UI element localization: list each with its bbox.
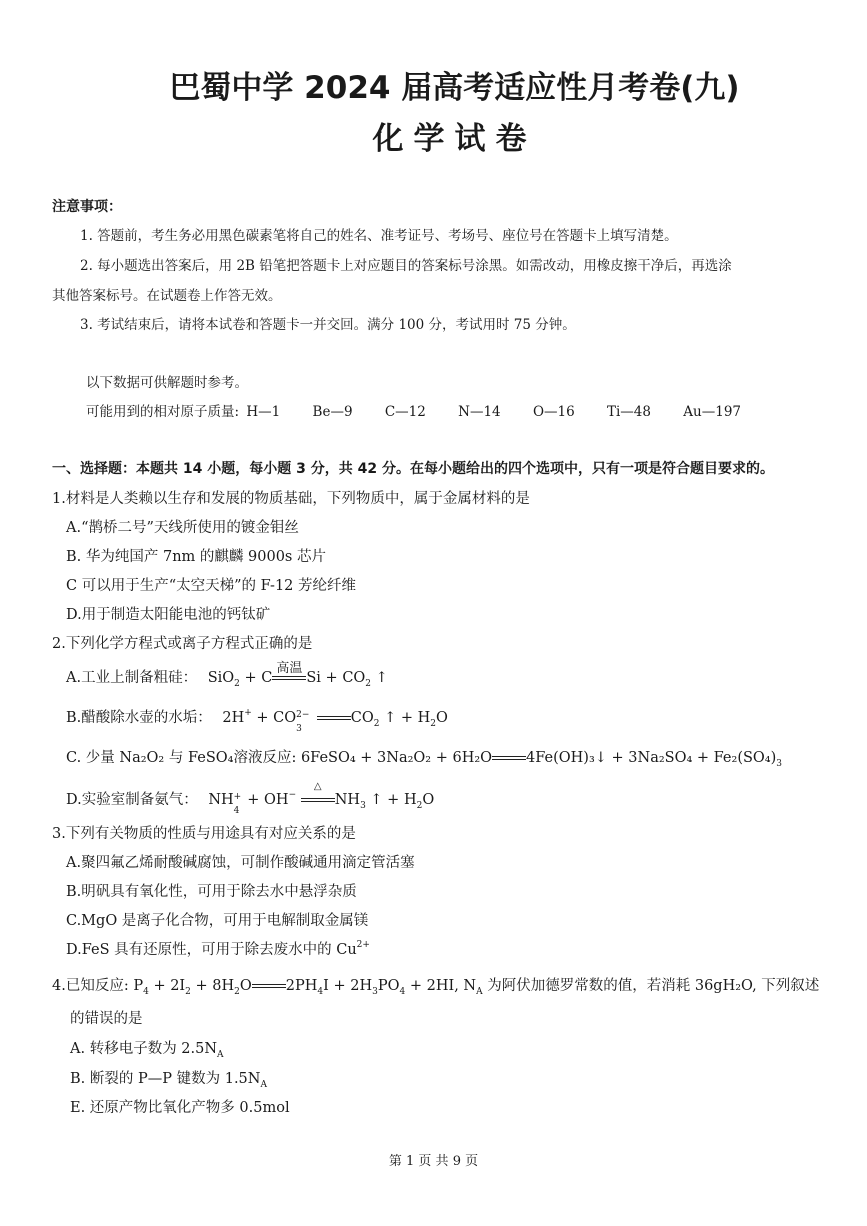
- notice-item-2-cont: 其他答案标号。在试题卷上作答无效。: [52, 288, 282, 304]
- q4-stem-pre: 4.已知反应:: [52, 978, 134, 994]
- q2-stem: 2.下列化学方程式或离子方程式正确的是: [52, 636, 313, 652]
- q2-option-d: D.实验室制备氨气： NH + 4 + OH− △ $NH_3$ ↑ + $H_2O$: [66, 781, 435, 816]
- q1-option-a: A.“鹊桥二号”天线所使用的镀金钼丝: [66, 520, 299, 536]
- q2-option-b: B.醋酸除水壶的水垢： 2H+ + CO 2− 3 $CO_2$ ↑ + $H_2O$: [66, 708, 448, 734]
- notice-item-2: 2. 每小题选出答案后，用 2B 铅笔把答题卡上对应题目的答案标号涂黑。如需改动，用橡皮擦干净后，再选涂: [80, 258, 732, 274]
- q2-option-c-label: C. 少量 Na₂O₂ 与 FeSO₄溶液反应:: [66, 750, 301, 766]
- q1-option-b: B. 华为纯国产 7nm 的麒麟 9000s 芯片: [66, 549, 326, 565]
- q3-option-b: B.明矾具有氧化性，可用于除去水中悬浮杂质: [66, 884, 357, 900]
- q3-option-c: C.MgO 是离子化合物，可用于电解制取金属镁: [66, 913, 369, 929]
- q1-option-d: D.用于制造太阳能电池的钙钛矿: [66, 607, 271, 623]
- notice-item-3: 3. 考试结束后，请将本试卷和答题卡一并交回。满分 100 分，考试用时 75 分钟。: [80, 317, 576, 333]
- q2-option-a: A.工业上制备粗硅： SiO$_2$ + C 高温 $Si + CO_2$ ↑: [66, 661, 388, 689]
- mass-h: H—1: [246, 404, 281, 420]
- q3-option-d-label: D.FeS 具有还原性，可用于除去废水中的: [66, 942, 337, 958]
- q3-stem: 3.下列有关物质的性质与用途具有对应关系的是: [52, 826, 356, 842]
- q4-option-b: B. 断裂的 P—P 键数为 $1.5N_A$: [70, 1071, 267, 1090]
- q1-option-c: C 可以用于生产“太空天梯”的 F-12 芳纶纤维: [66, 578, 357, 594]
- mass-c: C—12: [384, 404, 426, 420]
- q2-option-a-label: A.工业上制备粗硅：: [66, 670, 198, 686]
- q3-option-d: D.FeS 具有还原性，可用于除去废水中的 $Cu^{2+}$: [66, 940, 370, 958]
- mass-au: Au—197: [683, 404, 742, 420]
- exam-subtitle: 化学试卷: [372, 121, 537, 157]
- q4-stem-line2: 的错误的是: [70, 1011, 143, 1027]
- q2-option-c: C. 少量 Na₂O₂ 与 FeSO₄溶液反应: 6FeSO₄ + 3Na₂O₂ + 6H₂O 4Fe(OH)₃↓ + $3Na_2SO_4 + Fe_2(SO_4)_3$: [66, 750, 783, 769]
- q4-stem: 4.已知反应: $P_4 + 2I_2 + 8H_2O$ $2PH_4I + 2H_3PO_4 + 2HI$, $N_A$ 为阿伏加德罗常数的值，若消耗 36gH₂O, 下列叙述: [52, 978, 820, 997]
- mass-o: O—16: [532, 404, 575, 420]
- atomic-mass-line: [86, 400, 741, 420]
- section-heading: 一、选择题：本题共 14 小题，每小题 3 分，共 42 分。在每小题给出的四个选项中，只有一项是符合题目要求的。: [52, 461, 774, 477]
- q2-option-b-label: B.醋酸除水壶的水垢：: [66, 710, 212, 726]
- atomic-mass-label: 可能用到的相对原子质量:: [86, 404, 240, 420]
- condition-heat: △: [301, 792, 335, 808]
- mass-be: Be—9: [312, 404, 353, 420]
- notice-item-1: 1. 答题前，考生务必用黑色碳素笔将自己的姓名、准考证号、考场号、座位号在答题卡上填写清楚。: [80, 228, 678, 244]
- q3-option-a: A.聚四氟乙烯耐酸碱腐蚀，可制作酸碱通用滴定管活塞: [66, 855, 415, 871]
- exam-title: 巴蜀中学 2024 届高考适应性月考卷(九): [169, 70, 740, 106]
- reference-intro: 以下数据可供解题时参考。: [86, 375, 248, 391]
- mass-n: N—14: [458, 404, 501, 420]
- mass-ti: Ti—48: [606, 404, 651, 420]
- condition-high-temp: 高温: [272, 670, 306, 686]
- q4-option-e: E. 还原产物比氧化产物多 0.5mol: [70, 1100, 290, 1116]
- q4-option-a: A. 转移电子数为 $2.5N_A$: [70, 1041, 224, 1060]
- page-footer: 第 1 页 共 9 页: [388, 1154, 479, 1169]
- q4-stem-post: 为阿伏加德罗常数的值，若消耗 36gH₂O, 下列叙述: [487, 978, 820, 994]
- q2-option-d-label: D.实验室制备氨气：: [66, 792, 198, 808]
- notice-heading: 注意事项：: [52, 199, 122, 215]
- q1-stem: 1.材料是人类赖以生存和发展的物质基础，下列物质中，属于金属材料的是: [52, 491, 530, 507]
